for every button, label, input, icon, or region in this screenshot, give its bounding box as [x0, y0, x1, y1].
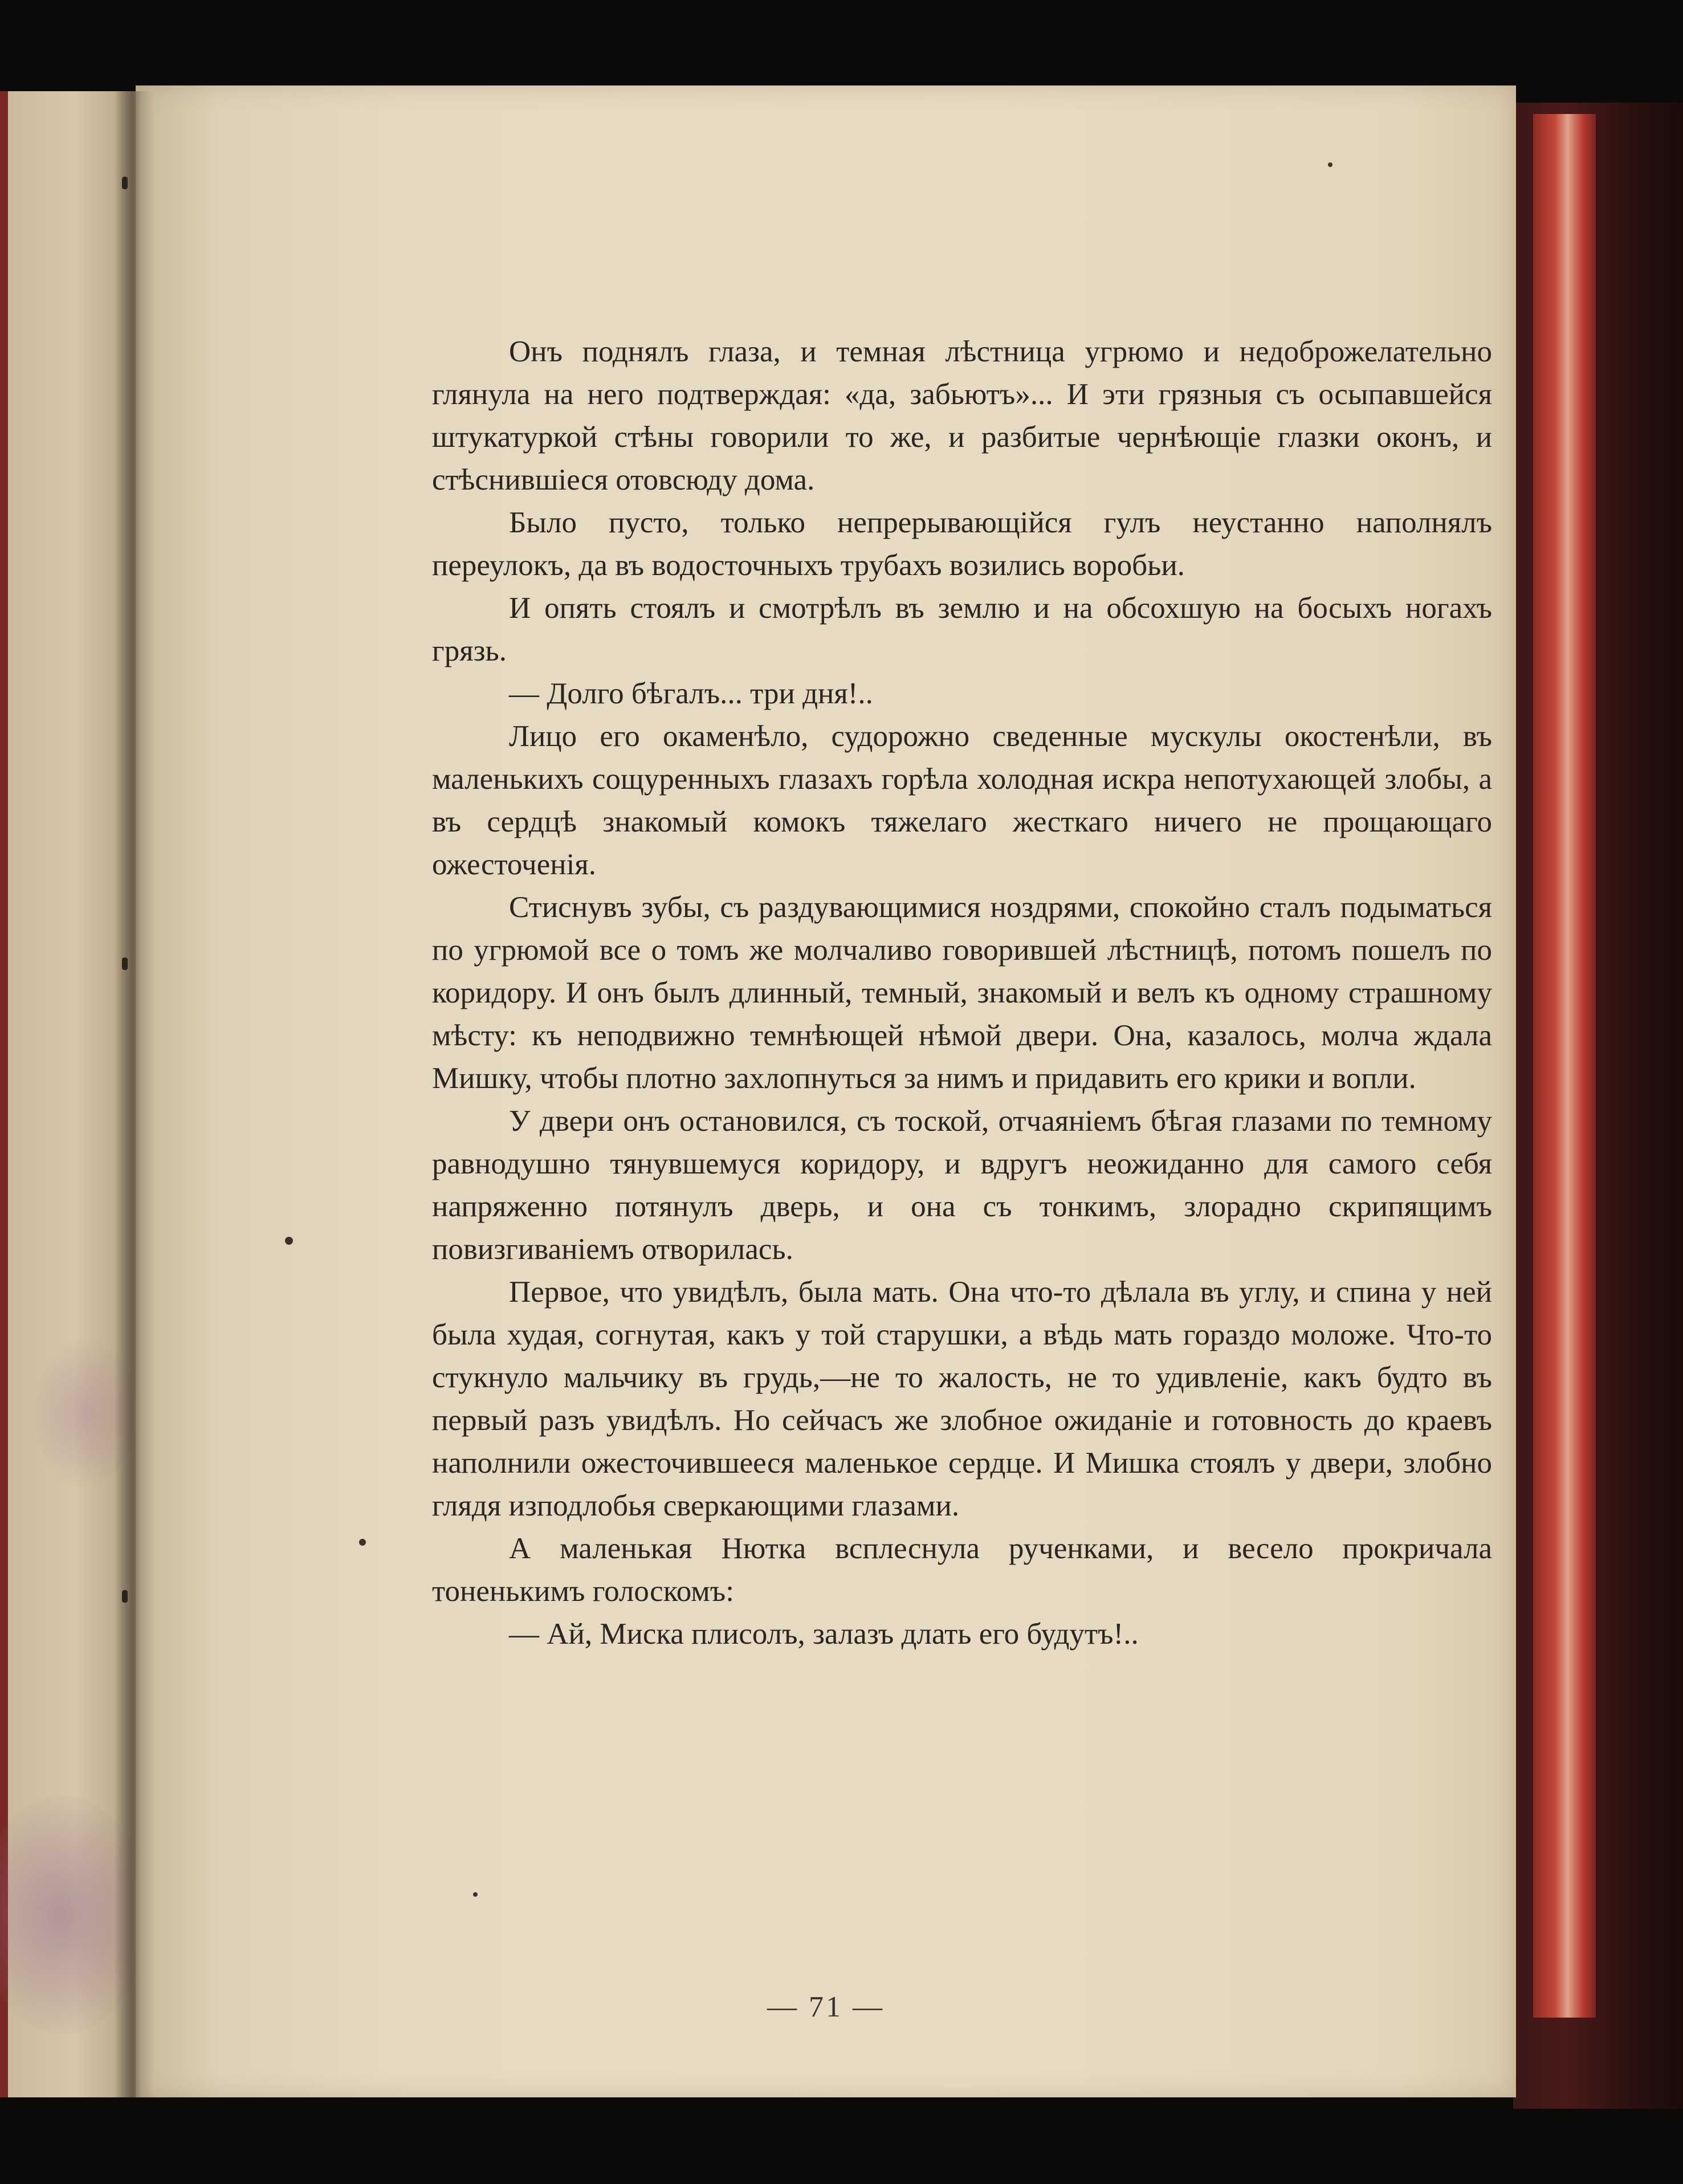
page-block-red-edge: [1533, 114, 1596, 2018]
paragraph: Лицо его окаменѣло, судорожно сведенные мускулы окостенѣли, въ маленькихъ сощуренныхъ глазахъ горѣла холодная искра непотухающей злобы, а въ сердцѣ знакомый комокъ тяжелаго жесткаго ничего не прощающаго ожесточенія.: [432, 720, 1492, 881]
page-text: [432, 331, 1492, 1656]
book-page: [136, 85, 1516, 2097]
paper-fleck: [473, 1892, 478, 1897]
paragraph: Онъ поднялъ глаза, и темная лѣстница угрюмо и недоброжелательно глянула на него подтверждая: «да, забьютъ»... И эти грязныя съ осыпавшейся штукатуркой стѣны говорили то же, и разбитые чернѣющіе глазки оконъ, и стѣснившіеся отовсюду дома.: [432, 335, 1492, 496]
binding-stitch: [122, 957, 128, 970]
paper-fleck: [359, 1539, 366, 1546]
paragraph: Стиснувъ зубы, съ раздувающимися ноздрями, спокойно сталъ подыматься по угрюмой все о томъ же молчаливо говорившей лѣстницѣ, потомъ пошелъ по коридору. И онъ былъ длинный, темный, знакомый и велъ къ одному страшному мѣсту: къ неподвижно темнѣющей нѣмой двери. Она, казалось, молча ждала Мишку, чтобы плотно захлопнуться за нимъ и придавить его крики и вопли.: [432, 891, 1492, 1095]
paper-fleck: [285, 1237, 293, 1245]
paragraph: — Ай, Миска плисолъ, залазъ длать его будутъ!..: [509, 1617, 1139, 1651]
paragraph: И опять стоялъ и смотрѣлъ въ землю и на обсохшую на босыхъ ногахъ грязь.: [432, 592, 1492, 667]
paragraph: Первое, что увидѣлъ, была мать. Она что-то дѣлала въ углу, и спина у ней была худая, согнутая, какъ у той старушки, а вѣдь мать гораздо моложе. Что-то стукнуло мальчику въ грудь,—не то жалость, не то удивленіе, какъ будто въ первый разъ увидѣлъ. Но сейчасъ же злобное ожиданіе и готовность до краевъ наполнили ожесточившееся маленькое сердце. И Мишка стоялъ у двери, злобно глядя изподлобья сверкающими глазами.: [432, 1276, 1492, 1522]
paragraph: — Долго бѣгалъ... три дня!..: [509, 677, 873, 710]
page-number: — 71 —: [767, 1991, 885, 2023]
paper-fleck: [1328, 162, 1332, 167]
binding-stitch: [122, 1590, 128, 1603]
paragraph: У двери онъ остановился, съ тоской, отчаяніемъ бѣгая глазами по темному равнодушно тянувшемуся коридору, и вдругъ неожиданно для самого себя напряженно потянулъ дверь, и она съ тонкимъ, злорадно скрипящимъ повизгиваніемъ отворилась.: [432, 1105, 1492, 1266]
book-gutter: [114, 91, 154, 2097]
binding-stitch: [122, 177, 128, 189]
left-cover-edge: [0, 91, 8, 2097]
paragraph: Было пусто, только непрерывающійся гулъ неустанно наполнялъ переулокъ, да въ водосточныхъ трубахъ возились воробьи.: [432, 506, 1492, 582]
paragraph: А маленькая Нютка всплеснула рученками, и весело прокричала тоненькимъ голоскомъ:: [432, 1532, 1492, 1608]
